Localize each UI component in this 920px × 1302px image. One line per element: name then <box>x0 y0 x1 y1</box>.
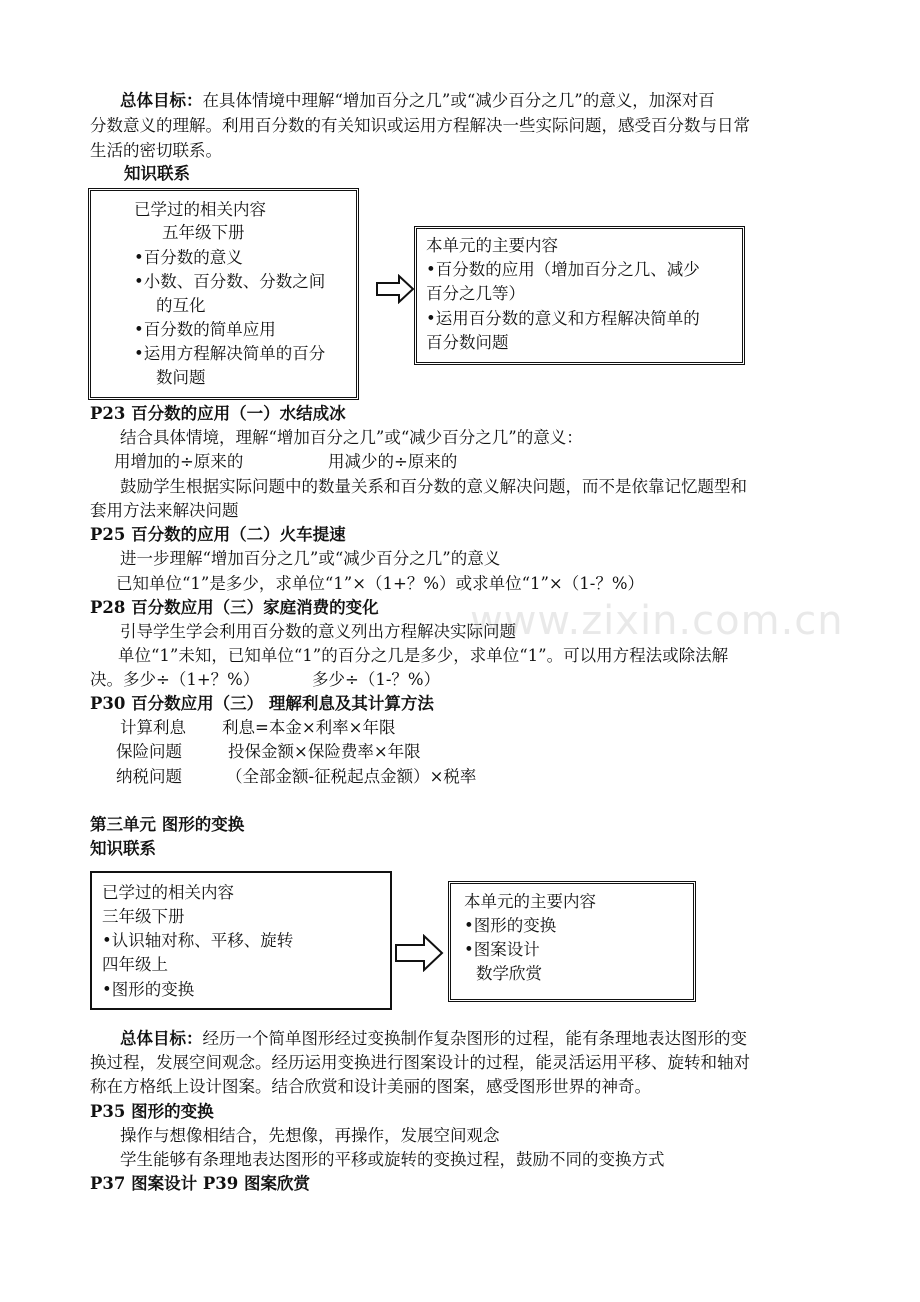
goal2-line-3: 称在方格纸上设计图案。结合欣赏和设计美丽的图案，感受图形世界的神奇。 <box>90 1077 651 1096</box>
prior2-line: •认识轴对称、平移、旋转 <box>102 931 294 950</box>
watermark: www.zixin.com.cn <box>470 598 844 644</box>
prior2-line: 四年级上 <box>102 955 168 974</box>
unit-box-item: •百分数的应用（增加百分之几、减少 <box>426 260 700 279</box>
prior-box-title: 已学过的相关内容 <box>134 200 266 219</box>
intro-line-3: 生活的密切联系。 <box>90 141 222 160</box>
unit2-line: •图案设计 <box>464 940 540 959</box>
prior-box-item: 的互化 <box>156 296 206 315</box>
p30-row-name: 纳税问题 <box>116 767 182 786</box>
prior-box-item: •运用方程解决简单的百分 <box>134 344 326 363</box>
p28-title: P28 百分数应用（三）家庭消费的变化 <box>90 598 379 617</box>
right-arrow-icon <box>375 274 415 304</box>
prior-box-grade: 五年级下册 <box>162 223 245 242</box>
p23-line-3: 鼓励学生根据实际问题中的数量关系和百分数的意义解决问题，而不是依靠记忆题型和 <box>120 477 747 496</box>
goal2-label: 总体目标： <box>120 1029 203 1048</box>
p23-formula-decrease: 用减少的÷原来的 <box>328 452 458 471</box>
p28-line-2: 单位“1”未知，已知单位“1”的百分之几是多少，求单位“1”。可以用方程法或除法解 <box>118 646 729 665</box>
p35-line-1: 操作与想像相结合，先想像，再操作，发展空间观念 <box>120 1126 500 1145</box>
p23-line-1: 结合具体情境，理解“增加百分之几”或“减少百分之几”的意义： <box>120 428 583 447</box>
p23-formula-increase: 用增加的÷原来的 <box>114 452 244 471</box>
prior-box-item: •小数、百分数、分数之间 <box>134 272 326 291</box>
prior-box-item: •百分数的简单应用 <box>134 320 276 339</box>
intro-line-2: 分数意义的理解。利用百分数的有关知识或运用方程解决一些实际问题，感受百分数与日常 <box>90 116 750 135</box>
unit3-title: 第三单元 图形的变换 <box>90 815 245 834</box>
prior2-line: •图形的变换 <box>102 980 195 999</box>
goal2-line-1 <box>120 1027 747 1051</box>
right-arrow-icon-2 <box>394 934 444 972</box>
unit-box-item: 百分之几等） <box>426 284 525 303</box>
unit-box-item: •运用百分数的意义和方程解决简单的 <box>426 309 700 328</box>
intro-line-1 <box>120 89 715 113</box>
intro-text-1: 在具体情境中理解“增加百分之几”或“减少百分之几”的意义，加深对百 <box>202 91 715 110</box>
p30-row-name: 保险问题 <box>116 742 182 761</box>
unit-box-item: 百分数问题 <box>426 333 509 352</box>
p35-line-2: 学生能够有条理地表达图形的平移或旋转的变换过程，鼓励不同的变换方式 <box>120 1150 665 1169</box>
prior2-line: 三年级下册 <box>102 907 185 926</box>
p35-title: P35 图形的变换 <box>90 1102 214 1121</box>
unit-box-title: 本单元的主要内容 <box>426 236 558 255</box>
p25-title: P25 百分数的应用（二）火车提速 <box>90 525 346 544</box>
p28-line-3b: 多少÷（1-？%） <box>312 670 441 689</box>
p30-title: P30 百分数应用（三） 理解利息及其计算方法 <box>90 694 434 713</box>
p30-row-formula: 投保金额×保险费率×年限 <box>228 742 421 761</box>
p30-row-formula: 利息=本金×利率×年限 <box>222 718 396 737</box>
p23-title: P23 百分数的应用（一）水结成冰 <box>90 404 346 423</box>
intro-label: 总体目标： <box>120 91 203 110</box>
goal2-text-1: 经历一个简单图形经过变换制作复杂图形的过程，能有条理地表达图形的变 <box>202 1029 747 1048</box>
p28-line-3a: 决。多少÷（1+？%） <box>90 670 260 689</box>
p25-line-1: 进一步理解“增加百分之几”或“减少百分之几”的意义 <box>120 549 501 568</box>
unit2-line: 本单元的主要内容 <box>464 892 596 911</box>
prior-box-item: 数问题 <box>156 368 206 387</box>
p30-row-name: 计算利息 <box>120 718 186 737</box>
p25-line-2: 已知单位“1”是多少，求单位“1”×（1+？%）或求单位“1”×（1-？%） <box>116 574 645 593</box>
p28-line-1: 引导学生学会利用百分数的意义列出方程解决实际问题 <box>120 622 516 641</box>
knowledge-title-1: 知识联系 <box>124 164 190 183</box>
p37-title: P37 图案设计 P39 图案欣赏 <box>90 1174 310 1193</box>
unit2-line: 数学欣赏 <box>476 964 542 983</box>
p23-line-4: 套用方法来解决问题 <box>90 501 239 520</box>
p30-row-formula: （全部金额-征税起点金额）×税率 <box>226 767 477 786</box>
goal2-line-2: 换过程，发展空间观念。经历运用变换进行图案设计的过程，能灵活运用平移、旋转和轴对 <box>90 1053 750 1072</box>
unit2-line: •图形的变换 <box>464 916 557 935</box>
prior-box-item: •百分数的意义 <box>134 248 243 267</box>
prior2-line: 已学过的相关内容 <box>102 883 234 902</box>
knowledge-title-2: 知识联系 <box>90 839 156 858</box>
